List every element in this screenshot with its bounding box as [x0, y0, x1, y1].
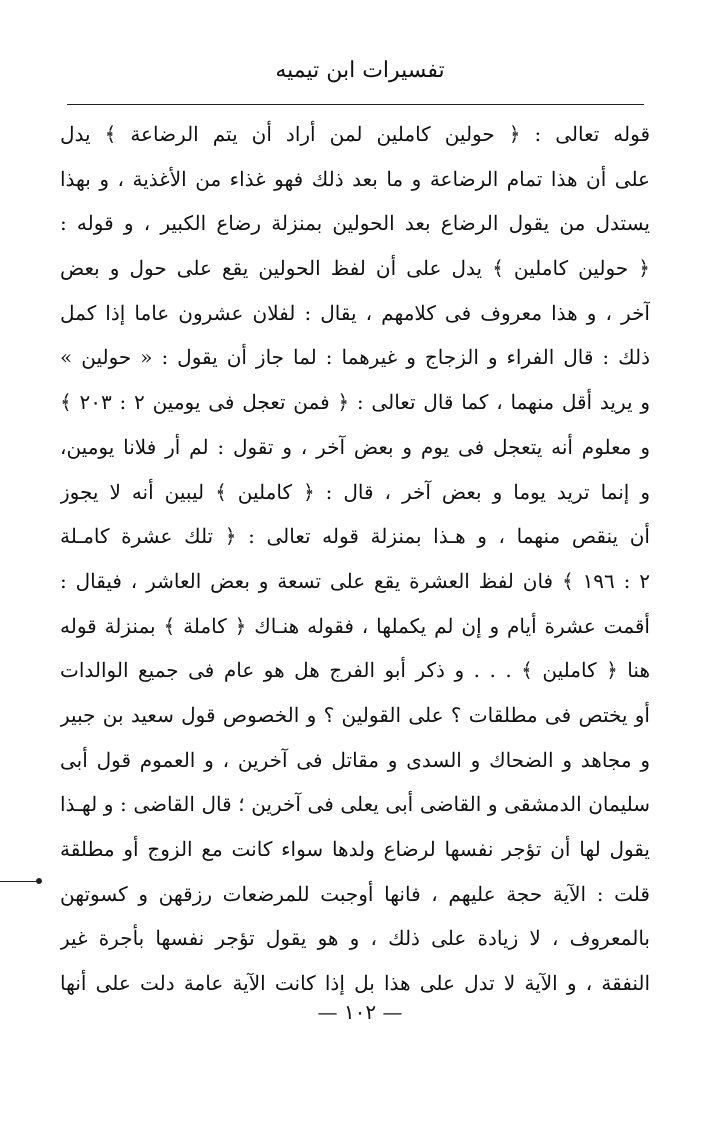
text-line: يقول لها أن تؤجر نفسها لرضاع ولدها سواء كانت مع الزوج أو مطلقة — [60, 837, 650, 861]
text-line: و مجاهد و الضحاك و السدى و مقاتل فى آخرين ، و العموم قول أبى — [60, 747, 650, 772]
text-line: سليمان الدمشقى و القاضى أبى يعلى فى آخرين ؛ قال القاضى : و لهـذا — [60, 792, 650, 817]
text-line: أقمت عشرة أيام و إن لم يكملها ، فقوله هنـاك ﴿ كاملة ﴾ بمنزلة قوله — [60, 613, 650, 638]
text-line: و معلوم أنه يتعجل فى يوم و بعض آخر ، و تقول : لم أر فلانا يومين، — [60, 434, 650, 459]
body-text — [60, 112, 650, 1006]
text-line: أو يختص فى مطلقات ؟ على القولين ؟ و الخصوص قول سعيد بن جبير — [60, 702, 650, 727]
text-line: يستدل من يقول الرضاع بعد الحولين بمنزلة رضاع الكبير ، و قوله : — [60, 211, 650, 236]
text-line: آخر ، و هذا معروف فى كلامهم ، يقال : لفلان عشرون عاما إذا كمل — [60, 300, 650, 325]
text-line: قلت : الآية حجة عليهم ، فانها أوجبت للمرضعات رزقهن و كسوتهن — [60, 881, 650, 906]
text-line: أن ينقص منهما ، و هـذا بمنزلة قوله تعالى : ﴿ تلك عشرة كامـلة — [60, 524, 650, 549]
text-line: هنا ﴿ كاملين ﴾ . . . و ذكر أبو الفرج هل هو عام فى جميع الوالدات — [60, 658, 650, 683]
margin-mark — [0, 881, 40, 882]
text-line: ﴿ حولين كاملين ﴾ يدل على أن لفظ الحولين يقع على حول و بعض — [60, 256, 650, 281]
text-line: و إنما تريد يوما و بعض آخر ، قال : ﴿ كاملين ﴾ ليبين أنه لا يجوز — [60, 479, 650, 504]
text-line: ٢ : ١٩٦ ﴾ فان لفظ العشرة يقع على تسعة و بعض العاشر ، فيقال : — [60, 568, 650, 593]
running-header: تفسيرات ابن تيميه — [275, 58, 445, 83]
text-line: بالمعروف ، لا زيادة على ذلك ، و هو يقول تؤجر نفسها بأجرة غير — [60, 926, 650, 951]
page-number: — ١٠٢ — — [317, 1000, 403, 1024]
text-line: على أن هذا تمام الرضاعة و ما بعد ذلك فهو غذاء من الأغذية ، و بهذا — [60, 166, 650, 191]
header-divider — [67, 104, 644, 105]
text-line: النفقة ، و الآية لا تدل على هذا بل إذا كانت الآية عامة دلت على أنها — [60, 971, 650, 996]
text-line: قوله تعالى : ﴿ حولين كاملين لمن أراد أن يتم الرضاعة ﴾ يدل — [60, 122, 650, 146]
text-line: ذلك : قال الفراء و الزجاج و غيرهما : لما جاز أن يقول : « حولين » — [60, 345, 650, 370]
text-line: و يريد أقل منهما ، كما قال تعالى : ﴿ فمن تعجل فى يومين ٢ : ٢٠٣ ﴾ — [60, 390, 650, 415]
